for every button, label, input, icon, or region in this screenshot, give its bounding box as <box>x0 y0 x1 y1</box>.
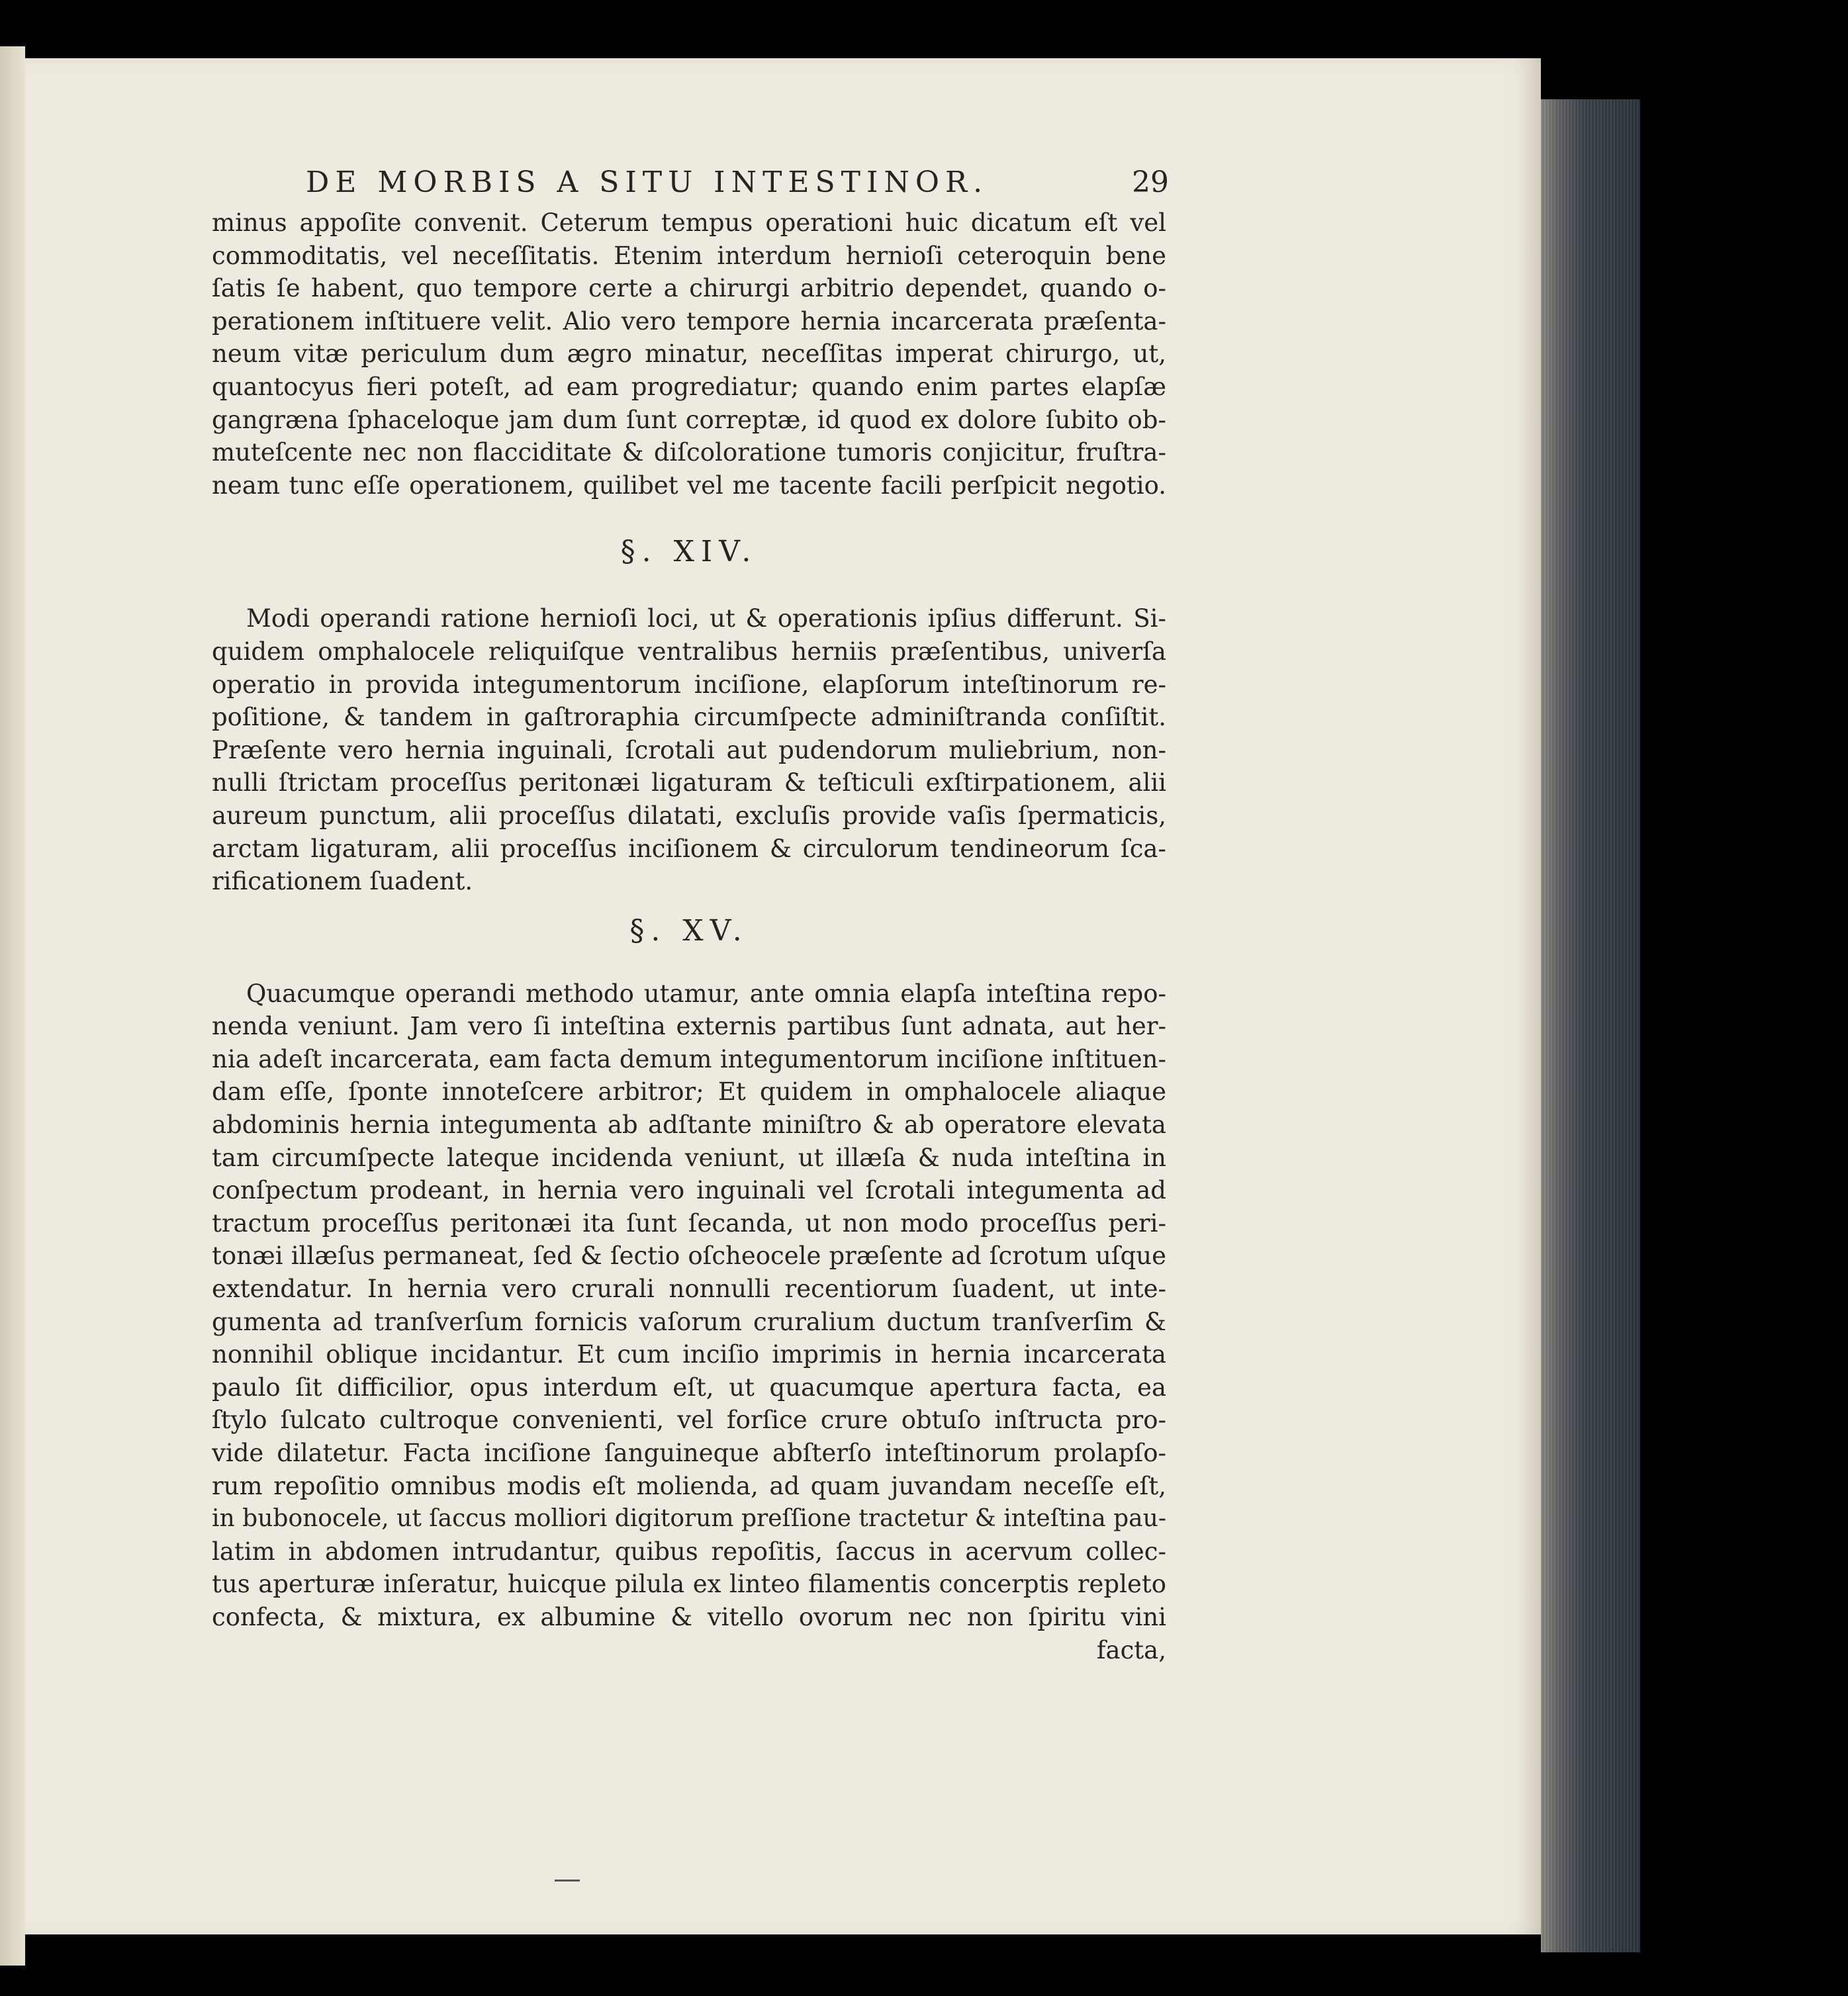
text-line: tractum proceſſus peritonæi ita ſunt ſecanda, ut non modo proceſſus peri- <box>212 1208 1166 1238</box>
text-line: nonnihil oblique incidantur. Et cum inciſio imprimis in hernia incarcerata <box>212 1340 1166 1369</box>
book-fore-edge <box>1541 99 1640 1952</box>
bottom-rule <box>555 1880 580 1882</box>
text-line: nulli ſtrictam proceſſus peritonæi ligaturam & teſticuli exſtirpationem, alii <box>212 768 1166 797</box>
running-title: DE MORBIS A SITU INTESTINOR. <box>306 165 989 199</box>
text-line: arctam ligaturam, alii proceſſus inciſionem & circulorum tendineorum ſca- <box>212 834 1166 863</box>
text-line: quantocyus fieri poteſt, ad eam progrediatur; quando enim partes elapſæ <box>212 372 1166 401</box>
text-line: paulo ſit difficilior, opus interdum eſt, ut quacumque apertura facta, ea <box>212 1373 1166 1402</box>
text-line: perationem inſtituere velit. Alio vero tempore hernia incarcerata præſenta- <box>212 306 1166 336</box>
page-number: 29 <box>1132 165 1169 199</box>
text-line: abdominis hernia integumenta ab adſtante miniſtro & ab operatore elevata <box>212 1111 1166 1140</box>
catchword: facta, <box>1096 1635 1166 1664</box>
page-text <box>212 159 1169 1666</box>
text-line: nenda veniunt. Jam vero ſi inteſtina externis partibus ſunt adnata, aut her- <box>212 1012 1166 1041</box>
text-line: minus appoſite convenit. Ceterum tempus operationi huic dicatum eſt vel <box>212 208 1166 237</box>
text-line: in bubonocele, ut ſaccus molliori digitorum preſſione tractetur & inteſtina pau- <box>212 1505 1166 1533</box>
text-line: gangræna ſphaceloque jam dum ſunt correptæ, id quod ex dolore ſubito ob- <box>212 405 1166 434</box>
paragraph-1 <box>212 206 1166 502</box>
text-line: Modi operandi ratione hernioſi loci, ut & operationis ipſius differunt. Si- <box>246 604 1166 633</box>
text-line: neam tunc eſſe operationem, quilibet vel me tacente facili perſpicit negotio. <box>212 471 1166 500</box>
section-heading-xiv: §. XIV. <box>620 535 758 569</box>
text-line: rum repoſitio omnibus modis eſt molienda, ad quam juvandam neceſſe eſt, <box>212 1471 1166 1500</box>
text-line: tonæi illæſus permaneat, ſed & ſectio oſcheocele præſente ad ſcrotum uſque <box>212 1242 1166 1271</box>
paragraph-3 <box>212 977 1166 1634</box>
text-line: latim in abdomen intrudantur, quibus repoſitis, ſaccus in acervum collec- <box>212 1537 1166 1566</box>
text-line: muteſcente nec non flacciditate & diſcoloratione tumoris conjicitur, fruſtra- <box>212 438 1166 467</box>
text-line: quidem omphalocele reliquiſque ventralibus herniis præſentibus, univerſa <box>212 637 1166 666</box>
text-line: ſatis ſe habent, quo tempore certe a chirurgi arbitrio dependet, quando o- <box>212 274 1166 303</box>
text-line: extendatur. In hernia vero crurali nonnulli recentiorum ſuadent, ut inte- <box>212 1275 1166 1304</box>
text-line: Præſente vero hernia inguinali, ſcrotali aut pudendorum muliebrium, non- <box>212 735 1166 764</box>
text-line: aureum punctum, alii proceſſus dilatati, excluſis provide vaſis ſpermaticis, <box>212 801 1166 830</box>
text-line: nia adeſt incarcerata, eam facta demum integumentorum inciſione inſtituen- <box>212 1044 1166 1073</box>
text-line: tam circumſpecte lateque incidenda veniunt, ut illæſa & nuda inteſtina in <box>212 1143 1166 1172</box>
text-line: vide dilatetur. Facta inciſione ſanguineque abſterſo inteſtinorum prolapſo- <box>212 1439 1166 1467</box>
text-line: rificationem ſuadent. <box>212 867 473 896</box>
text-line: operatio in provida integumentorum inciſione, elapſorum inteſtinorum re- <box>212 670 1166 699</box>
running-head <box>212 159 1169 206</box>
facing-page-edge <box>0 46 25 1966</box>
section-heading-xv: §. XV. <box>629 913 749 948</box>
text-line: neum vitæ periculum dum ægro minatur, neceſſitas imperat chirurgo, ut, <box>212 340 1166 369</box>
text-line: gumenta ad tranſverſum fornicis vaſorum cruralium ductum tranſverſim & <box>212 1307 1166 1336</box>
text-line: ſtylo ſulcato cultroque convenienti, vel forſice crure obtuſo inſtructa pro- <box>212 1406 1166 1435</box>
paragraph-2 <box>212 602 1166 897</box>
text-line: conſpectum prodeant, in hernia vero inguinali vel ſcrotali integumenta ad <box>212 1176 1166 1205</box>
text-line: commoditatis, vel neceſſitatis. Etenim interdum hernioſi ceteroquin bene <box>212 241 1166 270</box>
text-line: tus aperturæ inſeratur, huicque pilula ex linteo filamentis concerptis repleto <box>212 1570 1166 1599</box>
text-line: dam eſſe, ſponte innoteſcere arbitror; Et quidem in omphalocele aliaque <box>212 1077 1166 1107</box>
text-line: poſitione, & tandem in gaſtroraphia circumſpecte adminiſtranda conſiſtit. <box>212 703 1166 732</box>
text-line: Quacumque operandi methodo utamur, ante omnia elapſa inteſtina repo- <box>246 979 1166 1008</box>
text-line: confecta, & mixtura, ex albumine & vitello ovorum nec non ſpiritu vini <box>212 1602 1166 1631</box>
